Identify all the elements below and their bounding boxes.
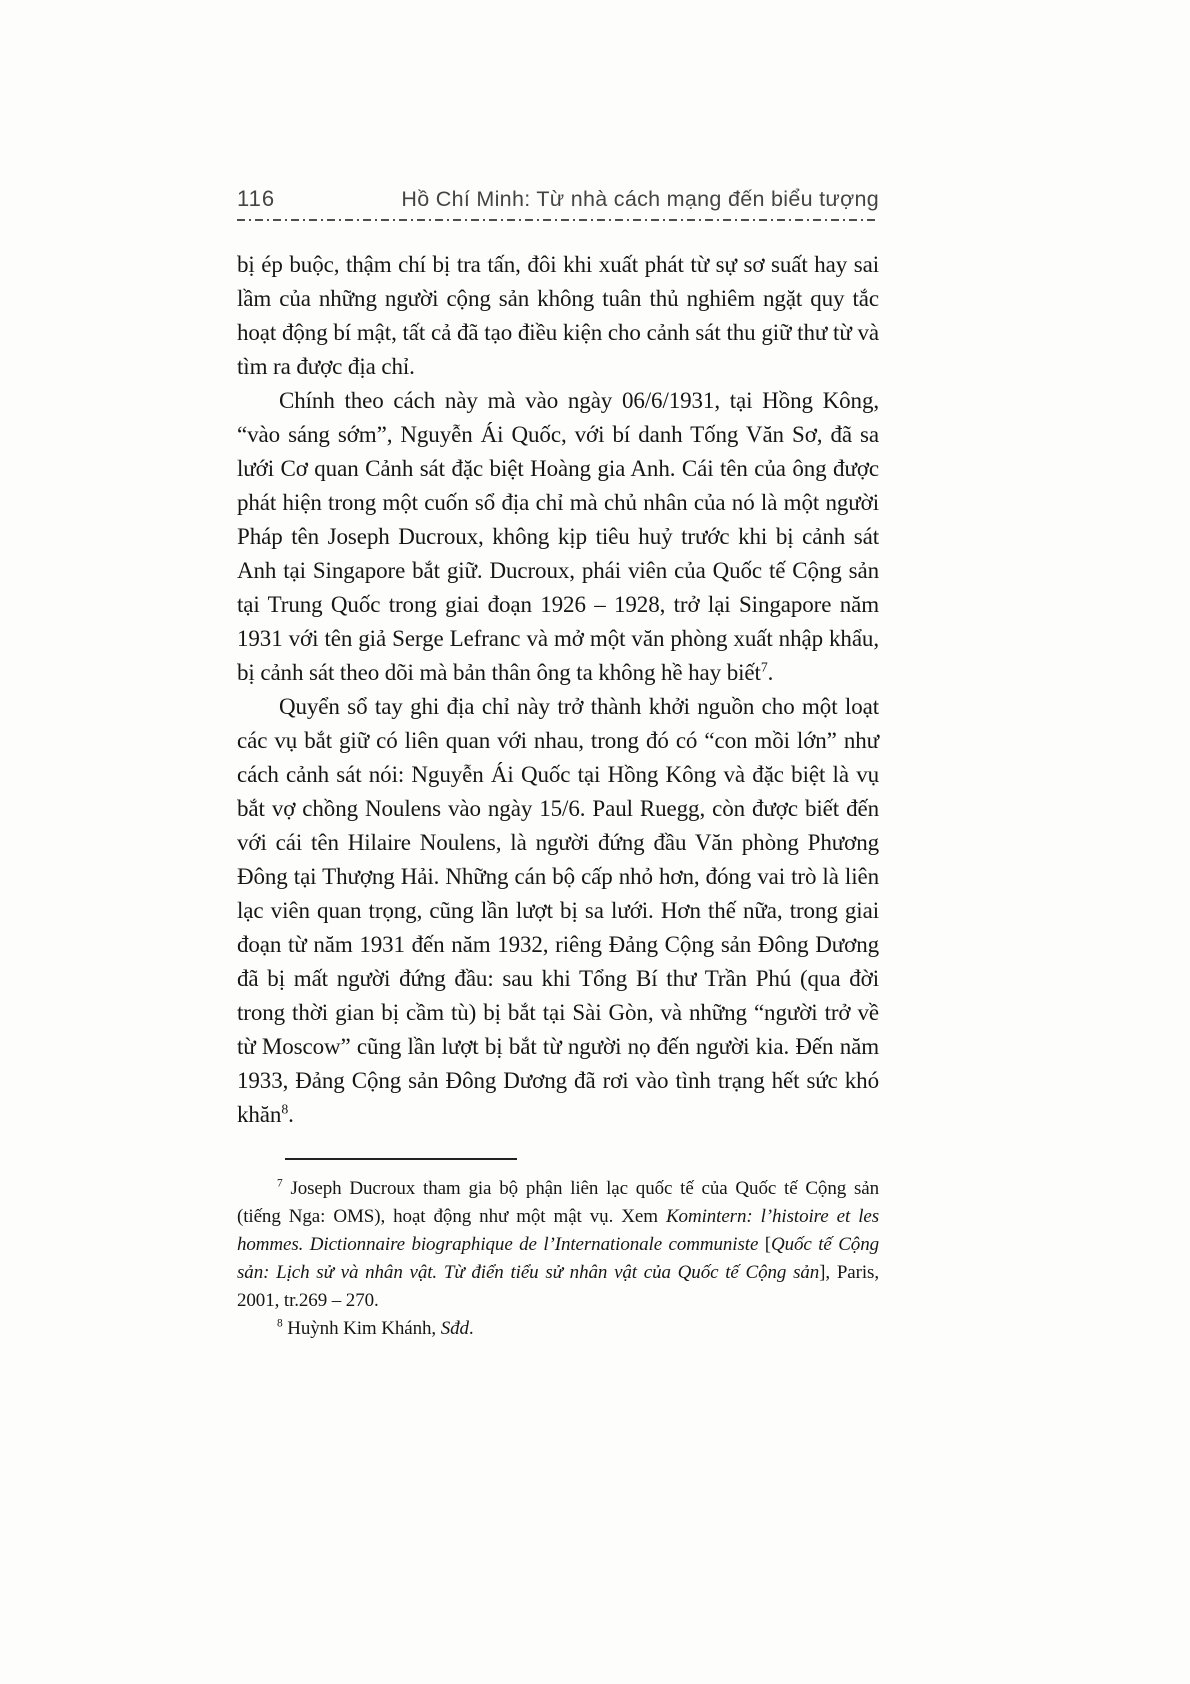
footnote-marker: 8 (277, 1317, 283, 1330)
italic-text: Komintern: l’histoire et les hommes. Dictionnaire biographique de l’Internationale communiste (237, 1206, 880, 1255)
italic-text: Quốc tế Cộng sản: Lịch sử và nhân vật. Từ điển tiểu sử nhân vật của Quốc tế Cộng sản (237, 1234, 879, 1283)
footnote-item (237, 1175, 879, 1315)
footnote-marker: 8 (281, 1101, 289, 1117)
footnote-marker: 7 (760, 659, 768, 675)
text-segment: bị ép buộc, thậm chí bị tra tấn, đôi khi xuất phát từ sự sơ suất hay sai lầm của những người cộng sản không tuân thủ nghiêm ngặt quy tắc hoạt động bí mật, tất cả đã tạo điều kiện cho cảnh sát thu giữ thư từ và tìm ra được địa chỉ. (237, 252, 879, 379)
page-number: 116 (237, 186, 276, 211)
text-segment: [ (758, 1234, 771, 1255)
footnote-separator (285, 1158, 517, 1160)
text-segment: ], Paris, 2001, tr.269 – 270. (237, 1262, 879, 1311)
italic-text: Sđd (440, 1318, 469, 1339)
paragraph (237, 690, 879, 1132)
text-segment: . (468, 1318, 474, 1339)
footnote-item (237, 1315, 879, 1343)
text-segment: Huỳnh Kim Khánh, (282, 1318, 441, 1339)
text-segment: Chính theo cách này mà vào ngày 06/6/1931, tại Hồng Kông, “vào sáng sớm”, Nguyễn Ái Quốc, với bí danh Tống Văn Sơ, đã sa lưới Cơ quan Cảnh sát đặc biệt Hoàng gia Anh. Cái tên của ông được phát hiện trong một cuốn sổ địa chỉ mà chủ nhân của nó là một người Pháp tên Joseph Ducroux, không kịp tiêu huỷ trước khi bị cảnh sát Anh tại Singapore bắt giữ. Ducroux, phái viên của Quốc tế Cộng sản tại Trung Quốc trong giai đoạn 1926 – 1928, trở lại Singapore năm 1931 với tên giả Serge Lefranc và mở một văn phòng xuất nhập khẩu, bị cảnh sát theo dõi mà bản thân ông ta không hề hay biết (237, 388, 879, 685)
header-divider (237, 219, 879, 221)
text-segment: Quyển sổ tay ghi địa chỉ này trở thành khởi nguồn cho một loạt các vụ bắt giữ có liên quan với nhau, trong đó có “con mồi lớn” như cách cảnh sát nói: Nguyễn Ái Quốc tại Hồng Kông và đặc biệt là vụ bắt vợ chồng Noulens vào ngày 15/6. Paul Ruegg, còn được biết đến với cái tên Hilaire Noulens, là người đứng đầu Văn phòng Phương Đông tại Thượng Hải. Những cán bộ cấp nhỏ hơn, đóng vai trò là liên lạc viên quan trọng, cũng lần lượt bị sa lưới. Hơn thế nữa, trong giai đoạn từ năm 1931 đến năm 1932, riêng Đảng Cộng sản Đông Dương đã bị mất người đứng đầu: sau khi Tổng Bí thư Trần Phú (qua đời trong thời gian bị cầm tù) bị bắt tại Sài Gòn, và những “người trở về từ Moscow” cũng lần lượt bị bắt từ người nọ đến người kia. Đến năm 1933, Đảng Cộng sản Đông Dương đã rơi vào tình trạng hết sức khó khăn (237, 694, 879, 1127)
footnotes (237, 1175, 879, 1343)
running-title: Hồ Chí Minh: Từ nhà cách mạng đến biểu tượng (401, 187, 879, 211)
page-header (237, 186, 879, 212)
text-segment: Joseph Ducroux tham gia bộ phận liên lạc quốc tế của Quốc tế Cộng sản (tiếng Nga: OMS), hoạt động như một mật vụ. Xem (237, 1178, 879, 1227)
text-segment: . (767, 660, 774, 685)
page-content (237, 0, 879, 1343)
paragraph (237, 384, 879, 690)
footnote-marker: 7 (277, 1177, 283, 1190)
paragraph (237, 248, 879, 384)
text-segment: . (288, 1102, 294, 1127)
page-body (237, 248, 879, 1132)
